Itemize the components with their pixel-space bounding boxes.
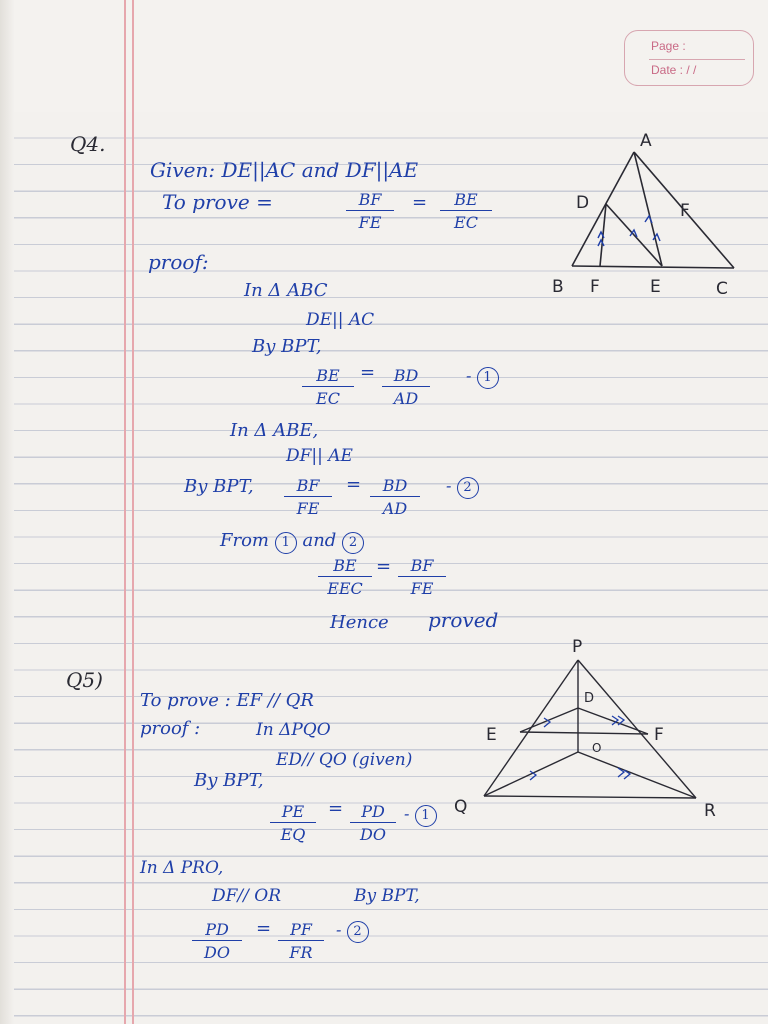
q4-line-2: DE|| AC (306, 310, 375, 330)
denominator: DO (204, 943, 230, 962)
q5-line-4: In Δ PRO, (140, 858, 224, 878)
denominator: FR (289, 943, 313, 962)
equals-sign: = (360, 362, 376, 383)
numerator: BE (440, 190, 492, 211)
q4-figure-arrows (598, 216, 660, 246)
label-r: R (704, 801, 716, 821)
equation-number-circle: 1 (275, 532, 297, 554)
numerator: PD (192, 920, 242, 941)
numerator: BE (318, 556, 372, 577)
side-qr (484, 796, 696, 798)
q5-line-6: By BPT, (354, 886, 420, 906)
denominator: DO (360, 825, 386, 844)
denominator: EC (454, 213, 478, 232)
q4-line-3: By BPT, (252, 336, 322, 357)
numerator: BD (370, 476, 420, 497)
equals-sign: = (376, 556, 392, 577)
equation-number-circle: 2 (457, 477, 479, 499)
equation-number-circle: 1 (415, 805, 437, 827)
q5-line-3: By BPT, (194, 770, 264, 791)
q5-to-prove: To prove : EF // QR (140, 690, 314, 711)
label-q: Q (454, 797, 468, 817)
label-f: F (654, 725, 664, 745)
q4-line-6: By BPT, (184, 476, 254, 497)
label-p: P (572, 637, 583, 657)
q4-triangle-figure (572, 152, 734, 268)
numerator: BF (346, 190, 394, 211)
segment-or (578, 752, 696, 798)
q5-eq1-tag: - 1 (404, 804, 437, 827)
q5-figure-labels (454, 637, 716, 821)
q5-line-2: ED// QO (given) (276, 750, 413, 770)
label-c: C (716, 279, 728, 299)
denominator: FE (410, 579, 434, 598)
q5-number: Q5) (66, 668, 103, 692)
equals-sign: = (328, 798, 344, 819)
denominator: EC (316, 389, 340, 408)
numerator: BF (398, 556, 446, 577)
equation-number-circle: 2 (342, 532, 364, 554)
segment-ed (520, 708, 578, 732)
q4-given: Given: DE||AC and DF||AE (150, 158, 419, 182)
label-f-top: F (680, 201, 690, 221)
segment-ef (520, 732, 648, 734)
label-d: D (584, 691, 595, 706)
label-e: E (486, 725, 497, 745)
q5-figure-arrows (530, 716, 630, 780)
label-d: D (576, 193, 590, 213)
label-a: A (640, 131, 652, 151)
q4-line-4: In Δ ABE, (230, 420, 319, 441)
numerator: PD (350, 802, 396, 823)
denominator: FE (358, 213, 382, 232)
side-pr (578, 660, 696, 798)
denominator: EEC (327, 579, 363, 598)
equals-sign: = (412, 192, 428, 213)
side-bc (572, 266, 734, 268)
q4-eq2-tag: - 2 (446, 476, 479, 499)
q4-conclusion-proved: proved (428, 608, 499, 632)
label-b: B (552, 277, 564, 297)
denominator: AD (393, 389, 419, 408)
q4-line-1: In Δ ABC (244, 280, 328, 301)
denominator: EQ (280, 825, 306, 844)
date-label: Date : / / (651, 63, 697, 77)
q4-figure-labels (552, 131, 728, 299)
q5-eq2-tag: - 2 (336, 920, 369, 943)
label-o: O (592, 741, 602, 755)
q4-proof-label: proof: (148, 250, 209, 274)
q5-proof-label: proof : (140, 718, 201, 739)
equals-sign: = (346, 474, 362, 495)
numerator: BD (382, 366, 430, 387)
q4-eq1-tag: - 1 (466, 366, 499, 389)
numerator: BF (284, 476, 332, 497)
page-label: Page : (651, 39, 686, 53)
q5-triangle-figure (484, 660, 696, 798)
denominator: FE (296, 499, 320, 518)
and-word: and (302, 530, 337, 551)
equation-number-circle: 1 (477, 367, 499, 389)
q4-line-5: DF|| AE (286, 446, 353, 466)
q4-number: Q4. (70, 132, 106, 156)
numerator: BE (302, 366, 354, 387)
q4-conclusion-hence: Hence (330, 612, 389, 633)
label-f: F (590, 277, 600, 297)
q5-line-5: DF// OR (212, 886, 282, 906)
equation-number-circle: 2 (347, 921, 369, 943)
segment-qo (484, 752, 578, 796)
label-e: E (650, 277, 661, 297)
numerator: PE (270, 802, 316, 823)
segment-df (578, 708, 648, 734)
from-word: From (220, 530, 269, 551)
numerator: PF (278, 920, 324, 941)
equals-sign: = (256, 918, 272, 939)
q4-to-prove-label: To prove = (162, 190, 273, 214)
q5-line-1: In ΔPQO (256, 720, 331, 740)
denominator: AD (382, 499, 408, 518)
